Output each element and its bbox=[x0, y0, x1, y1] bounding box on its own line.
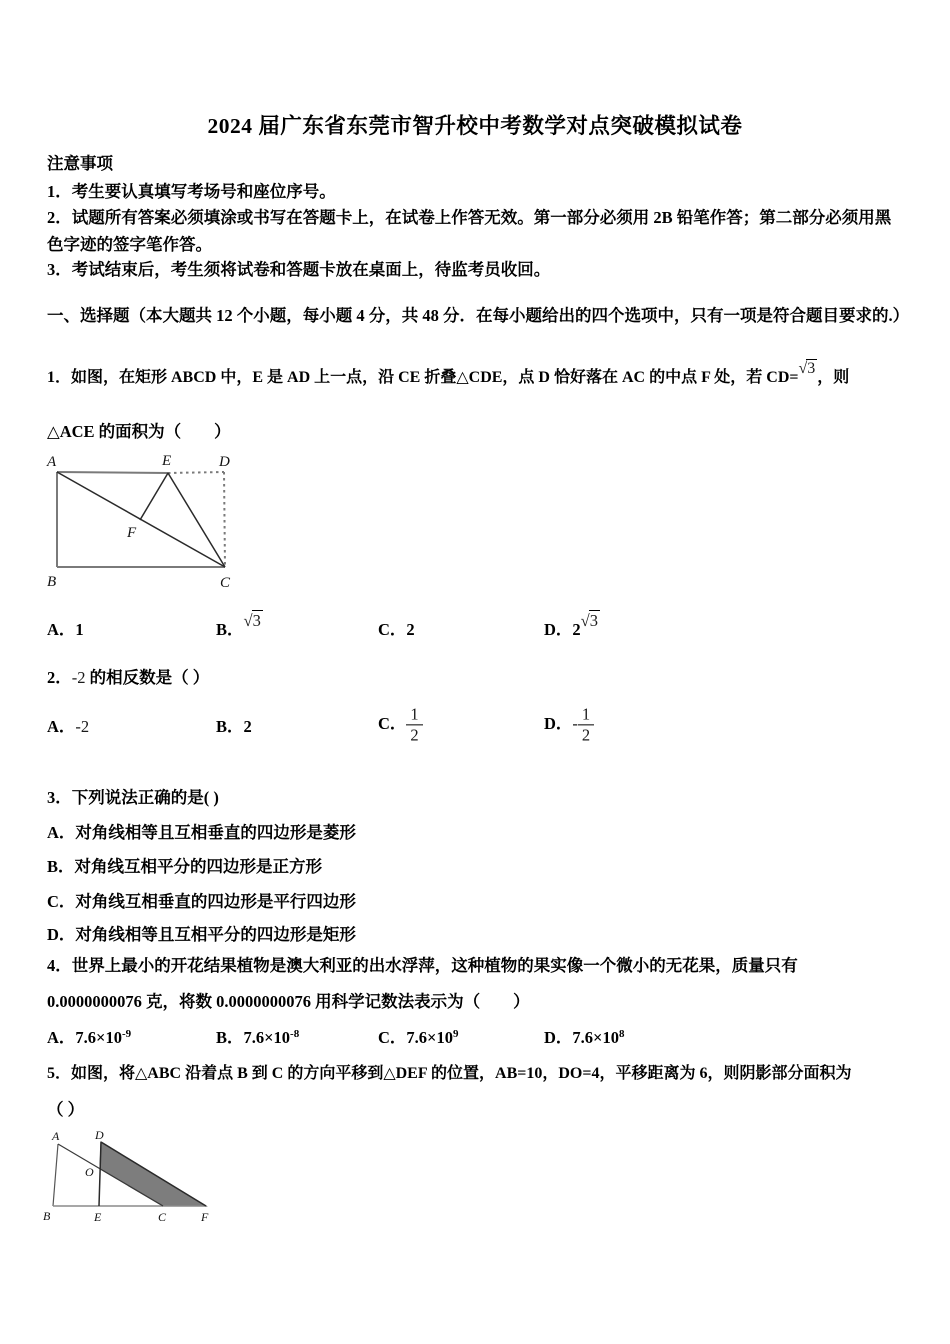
fraction-one-half: $\frac{1}{2}$ bbox=[578, 705, 594, 744]
q1-fig-label-e: E bbox=[162, 453, 172, 469]
q5-stem-line2: （ ） bbox=[47, 1100, 85, 1119]
q1-fig-label-f: F bbox=[127, 525, 137, 541]
q2-options-row bbox=[47, 698, 917, 752]
q1-stem-text: 1．如图，在矩形 ABCD 中，E 是 AD 上一点，沿 CE 折叠△CDE，点 D 恰好落在 AC 的中点 F 处，若 CD= bbox=[47, 369, 799, 386]
q3-option-d: D．对角线相等且互相平分的四边形是矩形 bbox=[47, 925, 356, 944]
q1-fig-label-c: C bbox=[220, 575, 231, 591]
q1-fig-label-d: D bbox=[219, 454, 230, 470]
q4-stem-line2: 0.0000000076 克，将数 0.0000000076 用科学记数法表示为（ ） bbox=[47, 992, 530, 1011]
q2-option-b: B．2 bbox=[216, 717, 252, 736]
q4-option-b: B．$7.6\times 10^{-8}$ bbox=[216, 1028, 300, 1047]
q4-options-row bbox=[47, 1022, 917, 1048]
q2-option-a: A．-2 bbox=[47, 717, 90, 736]
q2-option-d: D．- $\frac{1}{2}$ bbox=[544, 705, 594, 744]
q1-options-row bbox=[47, 600, 917, 640]
q1-option-b: B．√3 bbox=[216, 611, 261, 639]
q5-fig-label-f: F bbox=[201, 1210, 209, 1224]
sqrt-3: √3 bbox=[243, 611, 261, 630]
q3-option-c: C．对角线互相垂直的四边形是平行四边形 bbox=[47, 892, 356, 911]
q5-stem-line1: 5．如图，将△ABC 沿着点 B 到 C 的方向平移到△DEF 的位置，AB=10，DO=4，平移距离为 6，则阴影部分面积为 bbox=[47, 1065, 852, 1082]
q3-stem: 3．下列说法正确的是( ) bbox=[47, 788, 219, 807]
q5-fig-label-o: O bbox=[85, 1165, 94, 1179]
q4-option-d: D．$7.6\times 10^8$ bbox=[544, 1028, 625, 1047]
q2-stem: 2．-2 的相反数是（ ） bbox=[47, 668, 210, 687]
q2-option-c: C． $\frac{1}{2}$ bbox=[378, 705, 423, 744]
q1-stem-tail: ，则 bbox=[817, 369, 850, 386]
q3-option-a: A．对角线相等且互相垂直的四边形是菱形 bbox=[47, 823, 356, 842]
q5-fig-label-c: C bbox=[158, 1210, 167, 1224]
section-heading: 一、选择题（本大题共 12 个小题，每小题 4 分，共 48 分．在每小题给出的四个选项中，只有一项是符合题目要求的.） bbox=[47, 306, 910, 325]
q5-figure bbox=[40, 1130, 230, 1230]
q1-option-d: D．2√3 bbox=[544, 611, 598, 639]
q1-fig-label-a: A bbox=[47, 454, 57, 470]
q1-stem-line1 bbox=[47, 360, 850, 387]
q4-option-a: A．$7.6\times 10^{-9}$ bbox=[47, 1028, 132, 1047]
notice-item-2: 2．试题所有答案必须填涂或书写在答题卡上，在试卷上作答无效。第一部分必须用 2B 铅笔作答；第二部分必须用黑色字迹的签字笔作答。 bbox=[47, 208, 892, 254]
q5-fig-label-d: D bbox=[95, 1130, 104, 1142]
q5-fig-label-a: A bbox=[52, 1130, 60, 1143]
q1-stem-line2: △ACE 的面积为（ ） bbox=[47, 422, 231, 441]
q5-fig-label-b: B bbox=[43, 1209, 51, 1223]
notice-heading: 注意事项 bbox=[47, 154, 113, 173]
q1-option-c: C．2 bbox=[378, 620, 415, 639]
q2-stem-math: -2 bbox=[71, 668, 86, 687]
page-title: 2024 届广东省东莞市智升校中考数学对点突破模拟试卷 bbox=[207, 114, 743, 138]
notice-item-3: 3．考试结束后，考生须将试卷和答题卡放在桌面上，待监考员收回。 bbox=[47, 260, 551, 279]
sqrt-3: √3 bbox=[798, 360, 816, 377]
q3-option-b: B．对角线互相平分的四边形是正方形 bbox=[47, 857, 323, 876]
q1-figure bbox=[45, 450, 245, 595]
q4-stem-line1: 4．世界上最小的开花结果植物是澳大利亚的出水浮萍，这种植物的果实像一个微小的无花果，质量只有 bbox=[47, 956, 798, 975]
fraction-one-half: $\frac{1}{2}$ bbox=[406, 705, 422, 744]
q5-fig-label-e: E bbox=[94, 1210, 102, 1224]
notice-item-1: 1．考生要认真填写考场号和座位序号。 bbox=[47, 182, 336, 201]
q1-option-a: A．1 bbox=[47, 620, 84, 639]
q1-fig-label-b: B bbox=[47, 574, 57, 590]
sqrt-3: √3 bbox=[580, 611, 598, 630]
q4-option-c: C．$7.6\times 10^9$ bbox=[378, 1028, 459, 1047]
